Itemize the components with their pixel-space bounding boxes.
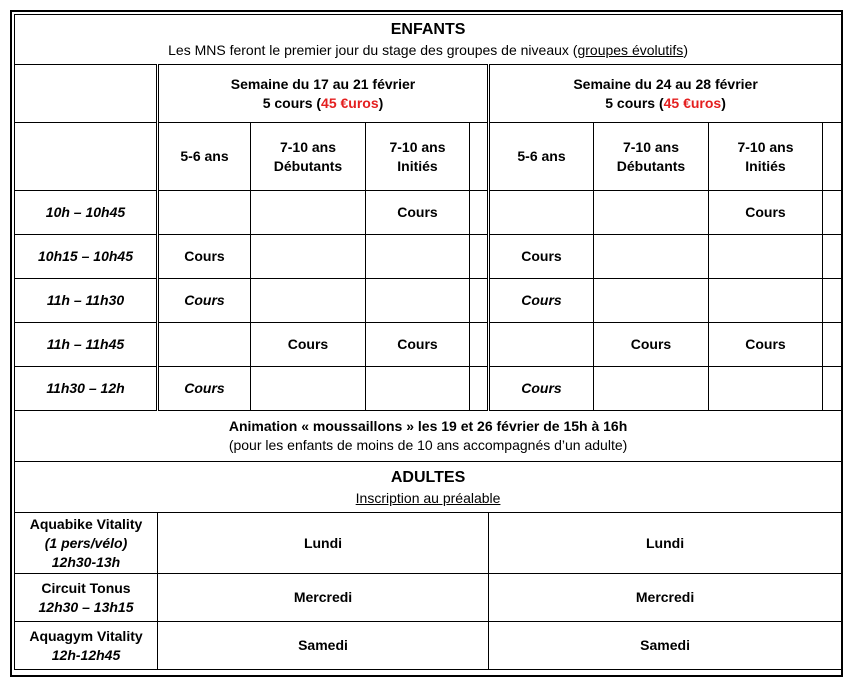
enfants-title: ENFANTS <box>390 21 466 38</box>
w1-group-debutants: 7-10 ans Débutants <box>251 123 366 191</box>
week-1-title: Semaine du 17 au 21 février <box>230 75 416 92</box>
course-cell: Cours <box>709 191 823 235</box>
w1-group-inities: 7-10 ans Initiés <box>366 123 470 191</box>
course-cell <box>489 191 594 235</box>
course-cell: Cours <box>366 323 470 367</box>
time-label: 10h – 10h45 <box>15 191 158 235</box>
course-cell <box>251 279 366 323</box>
w2-spacer <box>823 123 842 191</box>
activity-day-week-1: Lundi <box>158 513 489 574</box>
adultes-header-row <box>15 462 842 513</box>
course-cell: Cours <box>158 235 251 279</box>
schedule-table <box>14 14 842 670</box>
spacer-cell <box>823 191 842 235</box>
activity-day-week-1: Mercredi <box>158 574 489 622</box>
activity-name: Aquabike Vitality <box>29 515 143 532</box>
group-header-row <box>15 123 842 191</box>
spacer-cell <box>470 191 489 235</box>
course-cell <box>594 367 709 411</box>
time-label: 11h30 – 12h <box>15 367 158 411</box>
time-label: 11h – 11h30 <box>15 279 158 323</box>
time-row <box>15 323 842 367</box>
activity-name: Aquagym Vitality <box>29 627 143 644</box>
course-cell: Cours <box>489 279 594 323</box>
time-label: 10h15 – 10h45 <box>15 235 158 279</box>
week-2-price: 45 €uros <box>663 94 722 111</box>
animation-title: Animation « moussaillons » les 19 et 26 février de 15h à 16h <box>228 418 628 434</box>
spacer-cell <box>470 235 489 279</box>
time-row <box>15 279 842 323</box>
activity-day-week-2: Samedi <box>489 622 842 670</box>
course-cell: Cours <box>251 323 366 367</box>
spacer-cell <box>470 279 489 323</box>
animation-note: (pour les enfants de moins de 10 ans accompagnés d’un adulte) <box>228 437 628 453</box>
w2-group-debutants: 7-10 ans Débutants <box>594 123 709 191</box>
activity-row <box>15 574 842 622</box>
activity-label <box>15 574 158 622</box>
animation-row <box>15 411 842 462</box>
course-cell <box>251 235 366 279</box>
activity-day-week-2: Lundi <box>489 513 842 574</box>
course-cell <box>709 367 823 411</box>
spacer-cell <box>470 323 489 367</box>
enfants-header <box>15 15 842 65</box>
adultes-title: ADULTES <box>390 468 466 486</box>
course-cell <box>366 367 470 411</box>
course-cell <box>489 323 594 367</box>
time-row <box>15 235 842 279</box>
spacer-cell <box>470 367 489 411</box>
activity-name: Circuit Tonus <box>41 579 131 596</box>
activity-label <box>15 622 158 670</box>
course-cell: Cours <box>366 191 470 235</box>
empty-group-corner <box>15 123 158 191</box>
activity-row <box>15 513 842 574</box>
spacer-cell <box>823 279 842 323</box>
spacer-cell <box>823 323 842 367</box>
adultes-header <box>15 462 842 513</box>
course-cell <box>594 235 709 279</box>
activity-row <box>15 622 842 670</box>
course-cell <box>251 191 366 235</box>
course-cell: Cours <box>158 279 251 323</box>
w2-group-5-6: 5-6 ans <box>489 123 594 191</box>
time-row <box>15 191 842 235</box>
activity-time: 12h30 – 13h15 <box>38 598 134 615</box>
enfants-header-row <box>15 15 842 65</box>
week-2-header <box>489 65 842 123</box>
week-1-courses: 5 cours (45 €uros) <box>262 94 384 111</box>
empty-corner-cell <box>15 65 158 123</box>
course-cell: Cours <box>709 323 823 367</box>
enfants-subtitle: Les MNS feront le premier jour du stage des groupes de niveaux (groupes évolutifs) <box>168 42 688 58</box>
week-1-price: 45 €uros <box>321 94 379 111</box>
course-cell: Cours <box>594 323 709 367</box>
activity-day-week-2: Mercredi <box>489 574 842 622</box>
activity-time: 12h-12h45 <box>51 646 121 663</box>
course-cell <box>709 235 823 279</box>
animation-cell <box>15 411 842 462</box>
course-cell <box>158 323 251 367</box>
w2-group-inities: 7-10 ans Initiés <box>709 123 823 191</box>
adultes-subtitle: Inscription au préalable <box>355 489 501 506</box>
course-cell <box>594 191 709 235</box>
activity-day-week-1: Samedi <box>158 622 489 670</box>
time-row <box>15 367 842 411</box>
spacer-cell <box>823 235 842 279</box>
week-2-title: Semaine du 24 au 28 février <box>573 75 758 92</box>
week-header-row <box>15 65 842 123</box>
activity-time: 12h30-13h <box>51 553 121 570</box>
course-cell: Cours <box>158 367 251 411</box>
week-2-courses: 5 cours (45 €uros) <box>605 94 726 111</box>
week-1-header <box>158 65 489 123</box>
activity-detail: (1 pers/vélo) <box>44 534 128 551</box>
course-cell <box>366 235 470 279</box>
course-cell <box>158 191 251 235</box>
course-cell <box>251 367 366 411</box>
time-label: 11h – 11h45 <box>15 323 158 367</box>
w1-group-5-6: 5-6 ans <box>158 123 251 191</box>
course-cell <box>709 279 823 323</box>
activity-label <box>15 513 158 574</box>
course-cell <box>366 279 470 323</box>
course-cell <box>594 279 709 323</box>
groupes-evolutifs-link: groupes évolutifs <box>577 42 684 58</box>
course-cell: Cours <box>489 235 594 279</box>
course-cell: Cours <box>489 367 594 411</box>
w1-spacer <box>470 123 489 191</box>
spacer-cell <box>823 367 842 411</box>
